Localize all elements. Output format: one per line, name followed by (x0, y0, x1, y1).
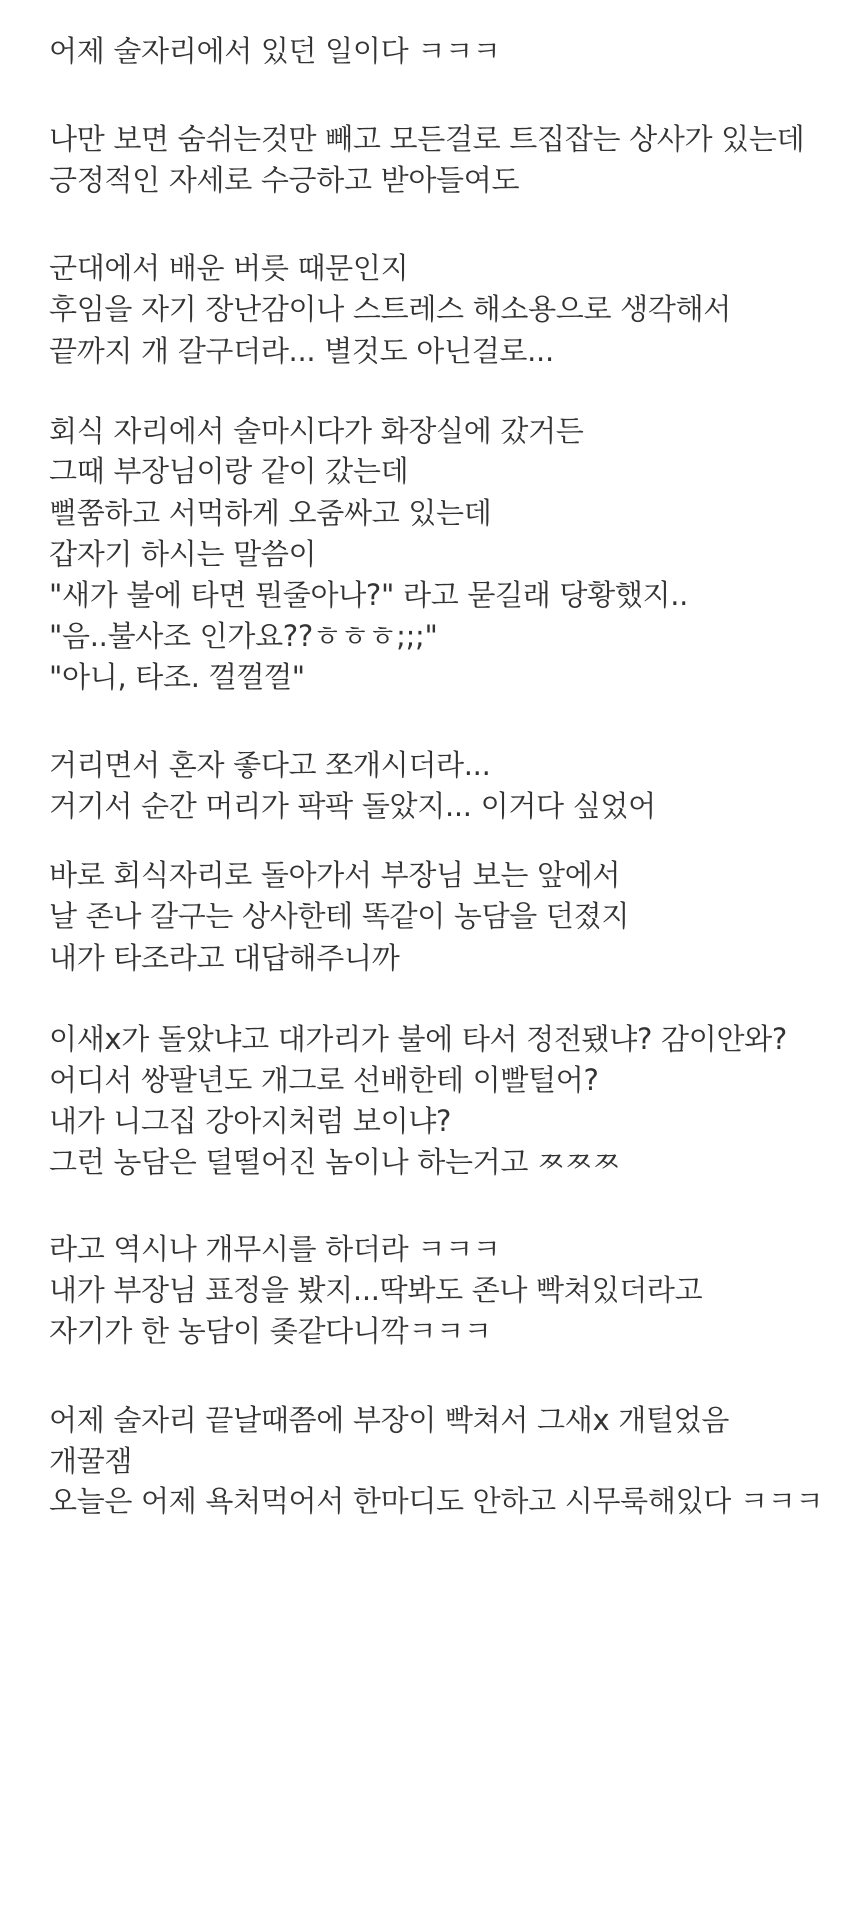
post-line: 바로 회식자리로 돌아가서 부장님 보는 앞에서 (49, 858, 621, 892)
post-line: 그런 농담은 덜떨어진 놈이나 하는거고 ㅉㅉㅉ (49, 1145, 621, 1179)
post-line: "새가 불에 타면 뭔줄아나?" 라고 묻길래 당황했지.. (49, 578, 689, 612)
post-line: 이새x가 돌았냐고 대가리가 불에 타서 정전됐냐? 감이안와? (49, 1022, 787, 1056)
post-line: 라고 역시나 개무시를 하더라 ㅋㅋㅋ (49, 1232, 501, 1266)
post-line: 군대에서 배운 버릇 때문인지 (49, 251, 409, 285)
post-line: 뻘쭘하고 서먹하게 오줌싸고 있는데 (49, 496, 492, 530)
post-line: 거리면서 혼자 좋다고 쪼개시더라... (49, 748, 491, 782)
post-line: 나만 보면 숨쉬는것만 빼고 모든걸로 트집잡는 상사가 있는데 (49, 122, 805, 156)
post-line: 내가 니그집 강아지처럼 보이냐? (49, 1104, 452, 1138)
post-line: 어디서 쌍팔년도 개그로 선배한테 이빨털어? (49, 1063, 599, 1097)
post-line: 회식 자리에서 술마시다가 화장실에 갔거든 (49, 414, 584, 448)
post-line: "아니, 타조. 껄껄껄" (49, 660, 305, 694)
post-line: 내가 부장님 표정을 봤지...딱봐도 존나 빡쳐있더라고 (49, 1273, 703, 1307)
post-line: 내가 타조라고 대답해주니까 (49, 941, 400, 975)
post-line: 끝까지 개 갈구더라... 별것도 아닌걸로... (49, 334, 554, 368)
post-line: 후임을 자기 장난감이나 스트레스 해소용으로 생각해서 (49, 292, 732, 326)
post-line: 긍정적인 자세로 수긍하고 받아들여도 (49, 163, 520, 197)
post-line: 어제 술자리에서 있던 일이다 ㅋㅋㅋ (49, 34, 501, 68)
post-line: 거기서 순간 머리가 팍팍 돌았지... 이거다 싶었어 (49, 789, 656, 823)
post-line: 자기가 한 농담이 좆같다니깍ㅋㅋㅋ (49, 1314, 492, 1348)
post-line: 그때 부장님이랑 같이 갔는데 (49, 454, 409, 488)
post-line: 오늘은 어제 욕처먹어서 한마디도 안하고 시무룩해있다 ㅋㅋㅋ (49, 1484, 824, 1518)
post-line: 어제 술자리 끝날때쯤에 부장이 빡쳐서 그새x 개털었음 (49, 1403, 730, 1437)
post-line: 개꿀잼 (49, 1444, 133, 1478)
post-line: 날 존나 갈구는 상사한테 똑같이 농담을 던졌지 (49, 899, 630, 933)
post-line: 갑자기 하시는 말씀이 (49, 537, 317, 571)
post-line: "음..불사조 인가요??ㅎㅎㅎ;;;" (49, 619, 438, 653)
